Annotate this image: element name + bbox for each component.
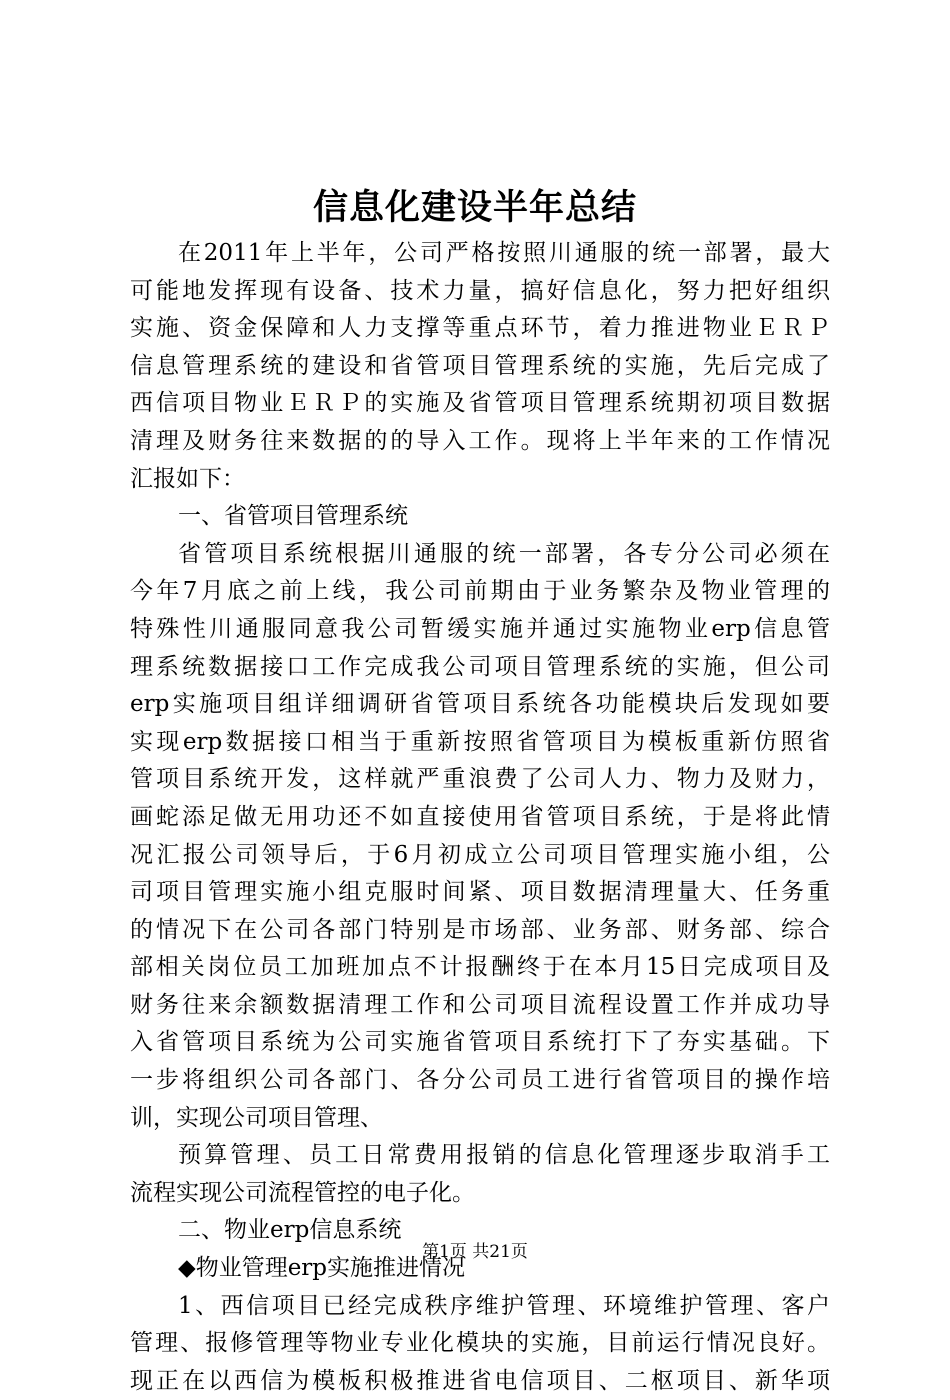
text-line: 入省管项目系统为公司实施省管项目系统打下了夯实基础。下 <box>130 1029 830 1056</box>
text-line: 的情况下在公司各部门特别是市场部、业务部、财务部、综合 <box>130 916 830 943</box>
text-line: 现正在以西信为模板积极推进省电信项目、二枢项目、新华项 <box>130 1367 830 1394</box>
text-line: 部相关岗位员工加班加点不计报酬终于在本月15日完成项目及 <box>130 954 830 981</box>
page-footer: 第1页 共21页 <box>422 1242 528 1262</box>
document-body <box>130 235 830 1400</box>
text-line: 省管项目系统根据川通服的统一部署，各专分公司必须在 <box>178 540 830 567</box>
text-line: 画蛇添足做无用功还不如直接使用省管项目系统，于是将此情 <box>130 803 830 830</box>
text-line: 在2011年上半年，公司严格按照川通服的统一部署，最大 <box>178 240 830 266</box>
text-line: 一、省管项目管理系统 <box>178 503 408 530</box>
text-line: 司项目管理实施小组克服时间紧、项目数据清理量大、任务重 <box>130 879 830 906</box>
text-line: 二、物业erp信息系统 <box>178 1217 402 1244</box>
text-line: 实施、资金保障和人力支撑等重点环节，着力推进物业ＥＲＰ <box>130 315 830 342</box>
text-line: 特殊性川通服同意我公司暂缓实施并通过实施物业erp信息管 <box>130 615 830 642</box>
text-line: 今年7月底之前上线，我公司前期由于业务繁杂及物业管理的 <box>130 578 830 605</box>
text-line: 管项目系统开发，这样就严重浪费了公司人力、物力及财力， <box>130 766 830 793</box>
text-line: 信息管理系统的建设和省管项目管理系统的实施，先后完成了 <box>130 352 830 379</box>
text-line: 况汇报公司领导后，于6月初成立公司项目管理实施小组，公 <box>130 841 830 868</box>
text-line: 可能地发挥现有设备、技术力量，搞好信息化，努力把好组织 <box>130 277 830 304</box>
text-line: 预算管理、员工日常费用报销的信息化管理逐步取消手工 <box>178 1142 830 1169</box>
document-title: 信息化建设半年总结 <box>312 188 637 228</box>
text-line: 1、西信项目已经完成秩序维护管理、环境维护管理、客户 <box>178 1292 830 1319</box>
text-line: 实现erp数据接口相当于重新按照省管项目为模板重新仿照省 <box>130 728 830 755</box>
text-line: 汇报如下： <box>130 465 245 492</box>
text-line: 管理、报修管理等物业专业化模块的实施，目前运行情况良好。 <box>130 1330 830 1357</box>
text-line: 财务往来余额数据清理工作和公司项目流程设置工作并成功导 <box>130 991 830 1018</box>
text-line: erp实施项目组详细调研省管项目系统各功能模块后发现如要 <box>130 691 830 718</box>
text-line: ◆物业管理erp实施推进情况 <box>178 1255 466 1282</box>
text-line: 清理及财务往来数据的的导入工作。现将上半年来的工作情况 <box>130 427 830 454</box>
text-line: 训，实现公司项目管理、 <box>130 1104 383 1131</box>
text-line: 西信项目物业ＥＲＰ的实施及省管项目管理系统期初项目数据 <box>130 390 830 417</box>
text-line: 理系统数据接口工作完成我公司项目管理系统的实施，但公司 <box>130 653 830 680</box>
text-line: 一步将组织公司各部门、各分公司员工进行省管项目的操作培 <box>130 1067 830 1094</box>
text-line: 流程实现公司流程管控的电子化。 <box>130 1179 475 1206</box>
